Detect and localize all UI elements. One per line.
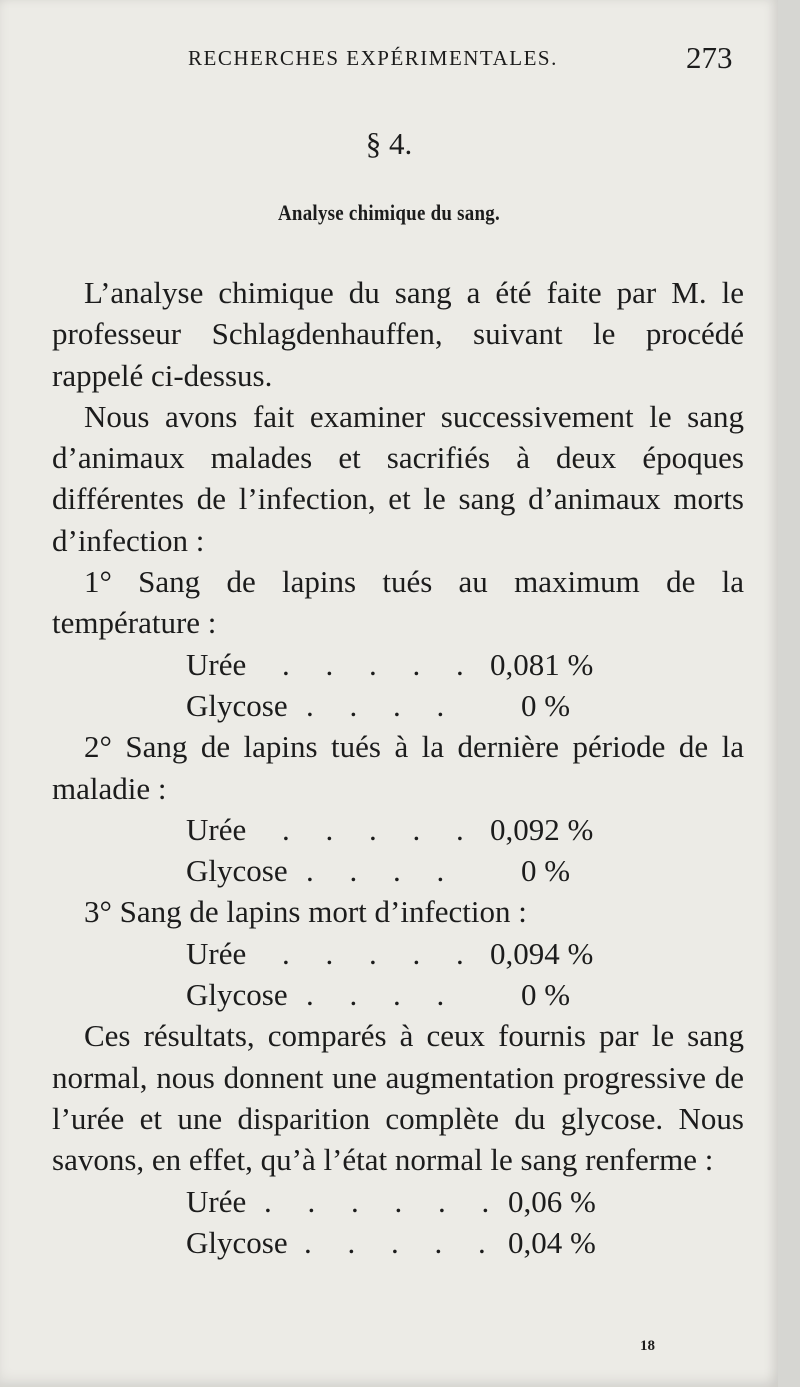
- table-row: [52, 974, 744, 1015]
- paragraph-case-3: 3° Sang de lapins mort d’infection :: [84, 894, 527, 930]
- row-value: 0 %: [490, 853, 571, 889]
- row-label: Glycose: [186, 977, 288, 1013]
- leader-dots: . . . .: [306, 977, 459, 1013]
- row-label: Urée: [186, 646, 247, 682]
- section-number: § 4.: [365, 126, 413, 161]
- leader-dots: . . . . .: [282, 646, 478, 682]
- table-row: [52, 685, 744, 726]
- table-row: [52, 809, 744, 850]
- table-row: [52, 850, 744, 891]
- paragraph-method: Nous avons fait examiner successivement le sang d’animaux malades et sacrifiés à deux époques différentes de l’infection, et le sang d’animaux morts d’infection :: [52, 398, 744, 558]
- row-value: 0 %: [490, 687, 571, 723]
- normal-values-table: [52, 1181, 744, 1264]
- leader-dots: . . . . .: [282, 811, 478, 847]
- row-label: Glycose: [186, 687, 288, 723]
- results-table-3: [52, 933, 744, 1016]
- leader-dots: . . . . .: [282, 935, 478, 971]
- leader-dots: . . . .: [306, 687, 459, 723]
- paragraph-intro: L’analyse chimique du sang a été faite par M. le professeur Schlagdenhauffen, suivant le procédé rappelé ci-dessus.: [52, 275, 744, 393]
- results-table-1: [52, 644, 744, 727]
- row-label: Glycose: [186, 853, 288, 889]
- row-value: 0,06 %: [508, 1183, 596, 1219]
- results-table-2: [52, 809, 744, 892]
- body-text: [52, 272, 744, 1263]
- row-value: 0,094 %: [490, 935, 594, 971]
- table-row: [52, 644, 744, 685]
- table-row: [52, 1222, 744, 1263]
- paragraph-case-1: 1° Sang de lapins tués au maximum de la température :: [52, 564, 744, 641]
- row-label: Urée: [186, 935, 247, 971]
- row-value: 0,092 %: [490, 811, 594, 847]
- paragraph-conclusion: Ces résultats, comparés à ceux fournis par le sang normal, nous donnent une augmentation progressive de l’urée et une disparition complète du glycose. Nous savons, en effet, qu’à l’état normal le sang renferme :: [52, 1018, 744, 1178]
- table-row: [52, 1181, 744, 1222]
- running-head: [0, 40, 778, 80]
- leader-dots: . . . .: [306, 853, 459, 889]
- leader-dots: . . . . . .: [264, 1183, 504, 1219]
- leader-dots: . . . . .: [304, 1224, 500, 1260]
- row-label: Urée: [186, 811, 247, 847]
- table-row: [52, 933, 744, 974]
- row-label: Glycose: [186, 1224, 288, 1260]
- section-title: Analyse chimique du sang.: [278, 200, 500, 225]
- row-value: 0,081 %: [490, 646, 594, 682]
- printer-signature-mark: 18: [640, 1338, 655, 1354]
- row-label: Urée: [186, 1183, 247, 1219]
- row-value: 0,04 %: [508, 1224, 596, 1260]
- row-value: 0 %: [490, 977, 571, 1013]
- page-number: 273: [686, 40, 733, 75]
- running-title: RECHERCHES EXPÉRIMENTALES.: [188, 46, 558, 70]
- paragraph-case-2: 2° Sang de lapins tués à la dernière période de la maladie :: [52, 729, 744, 806]
